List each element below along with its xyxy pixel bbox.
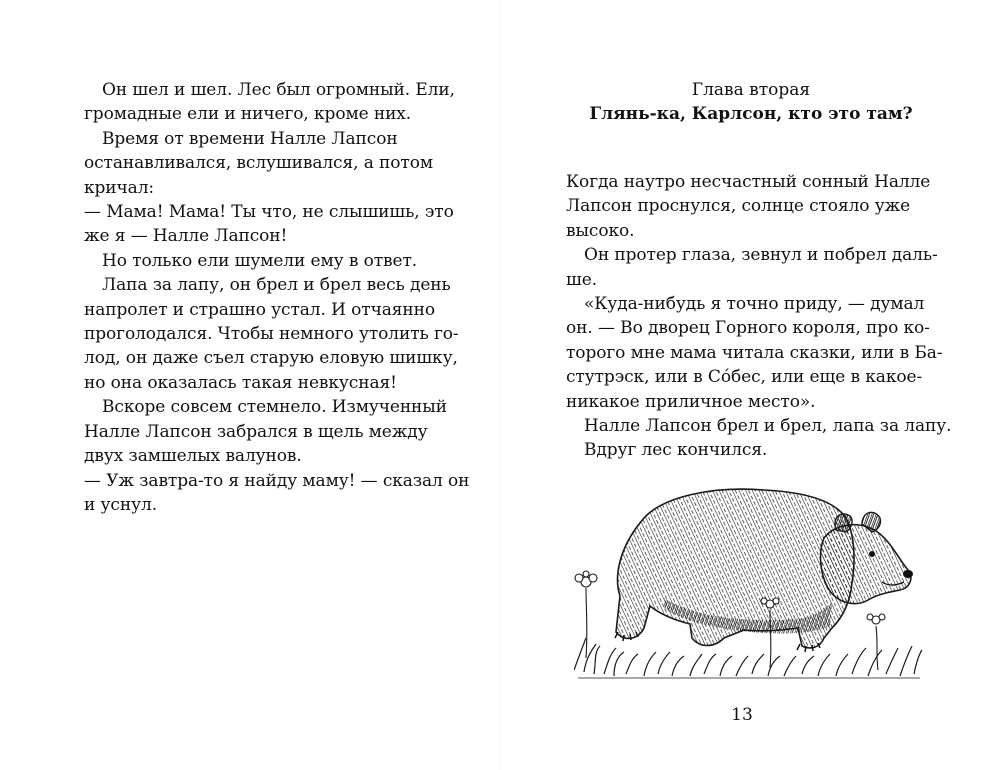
chapter-title: Глянь-ка, Карлсон, кто это там? xyxy=(589,104,913,125)
grass xyxy=(574,638,922,678)
right-page-text xyxy=(566,170,952,463)
text-line: торого мне мама читала сказки, или в Ба- xyxy=(566,342,943,363)
text-line: «Куда-нибудь я точно приду, — думал xyxy=(584,294,925,315)
text-line: и уснул. xyxy=(84,494,157,515)
text-line: — Уж завтра-то я найду маму! — сказал он xyxy=(84,470,470,491)
text-line: Он протер глаза, зевнул и побрел даль- xyxy=(584,245,938,266)
bear-head xyxy=(821,525,911,604)
text-line: останавливался, вслушивался, а потом xyxy=(84,153,433,174)
text-line: стутрэск, или в Со́бес, или еще в какое- xyxy=(566,367,923,388)
text-line: — Мама! Мама! Ты что, не слышишь, это xyxy=(84,202,454,223)
bear-ear-left xyxy=(835,514,852,532)
text-line: Когда наутро несчастный сонный Налле xyxy=(566,172,931,192)
flower-right xyxy=(867,614,885,670)
text-line: ше. xyxy=(566,269,597,290)
text-line: высоко. xyxy=(566,220,635,241)
text-line: проголодался. Чтобы немного утолить го- xyxy=(84,324,459,345)
text-line: же я — Налле Лапсон! xyxy=(84,226,288,247)
chapter-number: Глава вторая xyxy=(691,80,811,100)
text-line: Он шел и шел. Лес был огромный. Ели, xyxy=(102,80,455,100)
text-line: но она оказалась такая невкусная! xyxy=(84,372,397,393)
flower-left xyxy=(575,571,597,658)
text-line: лод, он даже съел старую еловую шишку, xyxy=(84,348,458,369)
chapter-heading xyxy=(566,78,936,127)
text-line: Время от времени Налле Лапсон xyxy=(102,128,398,149)
text-line: Лапсон проснулся, солнце стояло уже xyxy=(566,196,911,217)
left-page-text xyxy=(84,78,470,517)
text-line: Вскоре совсем стемнело. Измученный xyxy=(102,397,447,418)
text-line: он. — Во дворец Горного короля, про ко- xyxy=(566,318,930,339)
page-number: 13 xyxy=(731,705,753,725)
text-line: Но только ели шумели ему в ответ. xyxy=(102,250,418,271)
text-line: никакое приличное место». xyxy=(566,391,816,412)
text-line: двух замшелых валунов. xyxy=(84,446,302,467)
text-line: Налле Лапсон брел и брел, лапа за лапу. xyxy=(584,416,952,437)
bear-nose xyxy=(903,570,913,578)
text-line: Вдруг лес кончился. xyxy=(584,440,768,461)
text-line: кричал: xyxy=(84,177,155,198)
text-line: напролет и страшно устал. И отчаянно xyxy=(84,299,435,320)
bear-eye xyxy=(869,551,875,557)
bear-cub-illustration xyxy=(574,478,924,683)
left-page xyxy=(0,0,500,770)
right-page xyxy=(500,0,1001,770)
text-line: громадные ели и ничего, кроме них. xyxy=(84,104,412,125)
text-line: Налле Лапсон забрался в щель между xyxy=(84,421,428,442)
text-line: Лапа за лапу, он брел и брел весь день xyxy=(102,275,451,296)
